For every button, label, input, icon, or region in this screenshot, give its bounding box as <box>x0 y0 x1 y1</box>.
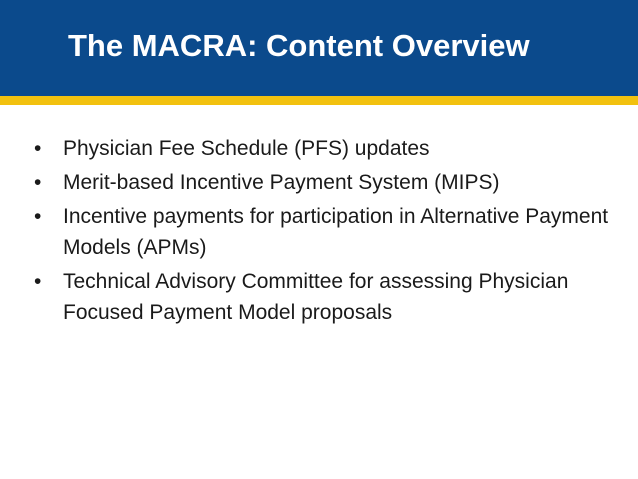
bullet-icon: • <box>34 270 42 293</box>
bullet-list <box>34 133 624 331</box>
bullet-item <box>34 266 624 328</box>
bullet-text: Physician Fee Schedule (PFS) updates <box>63 137 430 160</box>
slide-title: The MACRA: Content Overview <box>68 28 530 63</box>
bullet-item <box>34 201 624 263</box>
bullet-text: Incentive payments for participation in Alternative Payment Models (APMs) <box>63 205 609 259</box>
bullet-item <box>34 167 624 198</box>
bullet-text: Technical Advisory Committee for assessing Physician Focused Payment Model proposals <box>63 270 569 324</box>
bullet-item <box>34 133 624 164</box>
bullet-icon: • <box>34 137 42 160</box>
bullet-icon: • <box>34 205 42 228</box>
bullet-icon: • <box>34 171 42 194</box>
bullet-text: Merit-based Incentive Payment System (MIPS) <box>63 171 500 194</box>
accent-stripe <box>0 96 638 105</box>
title-bar <box>0 0 638 96</box>
